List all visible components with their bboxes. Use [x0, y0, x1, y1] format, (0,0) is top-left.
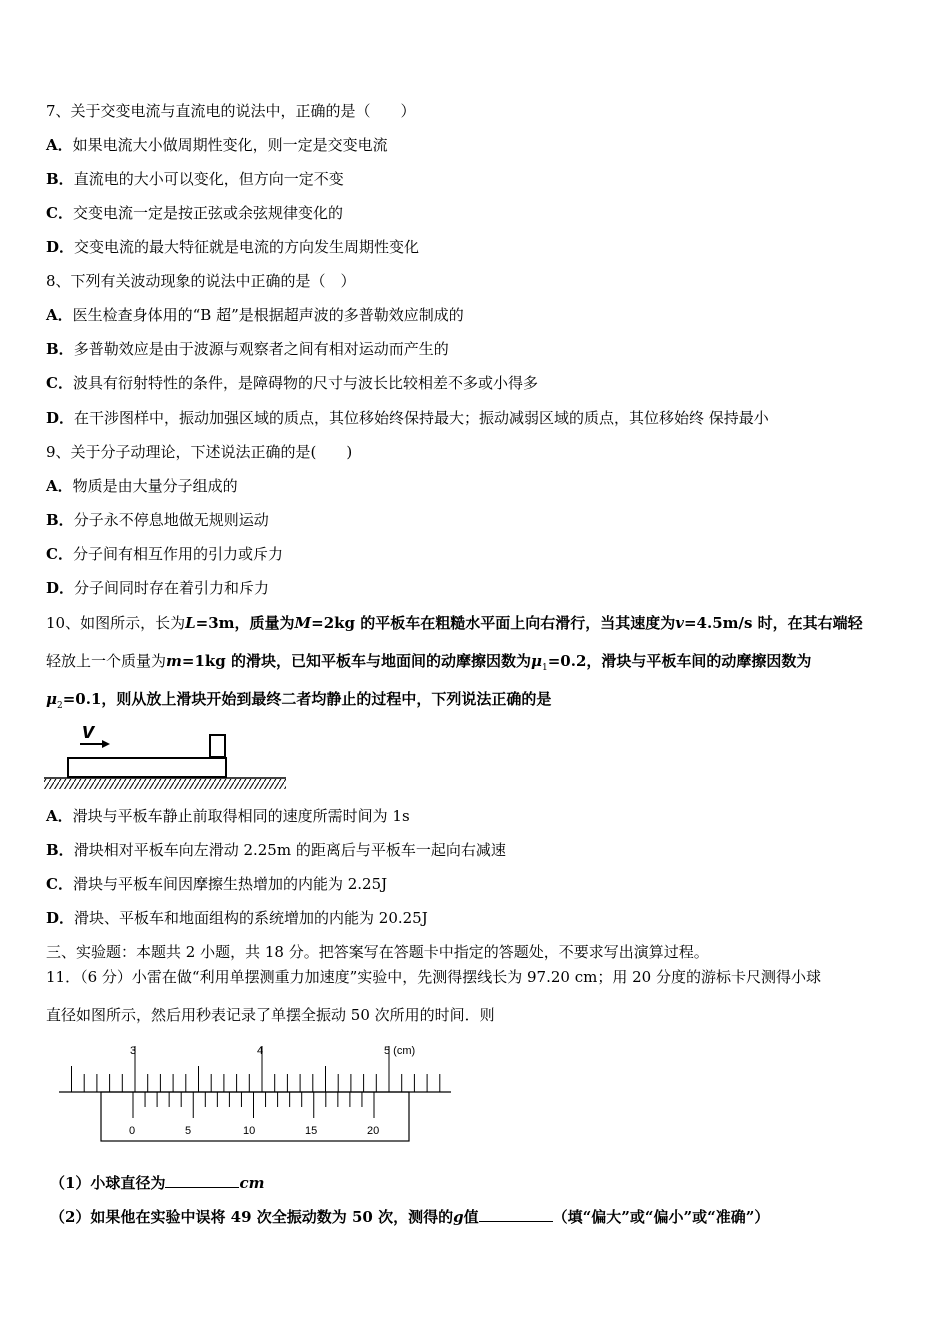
answer-blank-1[interactable]	[165, 1173, 239, 1188]
q9-option-d	[46, 578, 269, 598]
arrow-head-icon	[102, 740, 110, 748]
answer-blank-2[interactable]	[479, 1207, 553, 1222]
var-mu2: μ	[46, 690, 57, 708]
q8-option-d	[46, 408, 769, 428]
q11-sub1	[50, 1173, 264, 1193]
option-label: D．	[46, 409, 75, 427]
option-label: B．	[46, 340, 74, 358]
q10-stem-line3	[46, 689, 551, 716]
main-label-5: 5 (cm)	[384, 1045, 416, 1057]
text-run: =0.1，则从放上滑块开始到最终二者均静止的过程中，下列说法正确的是	[62, 690, 552, 708]
option-label: D．	[46, 238, 75, 256]
option-label: D．	[46, 579, 75, 597]
vernier-label-15: 15	[305, 1125, 318, 1137]
option-label: C．	[46, 545, 73, 563]
option-text: 交变电流的最大特征就是电流的方向发生周期性变化	[74, 238, 420, 256]
q11-stem-line1: 11．（6 分）小雷在做“利用单摆测重力加速度”实验中，先测得摆线长为 97.20 cm；用 20 分度的游标卡尺测得小球	[46, 968, 821, 986]
option-text: 波具有衍射特性的条件，是障碍物的尺寸与波长比较相差不多或小得多	[72, 374, 538, 392]
subscript: 2	[56, 701, 63, 711]
q7-option-d	[46, 237, 419, 257]
cart-board	[68, 758, 226, 777]
option-label: B．	[46, 841, 74, 859]
unit-label: cm	[239, 1174, 265, 1192]
var-v: v	[675, 614, 684, 632]
option-text: 滑块相对平板车向左滑动 2.25m 的距离后与平板车一起向右减速	[73, 841, 506, 859]
q10-option-d	[46, 908, 428, 928]
text-run: =2kg 的平板车在粗糙水平面上向右滑行，当其速度为	[311, 614, 676, 632]
q10-option-b	[46, 840, 506, 860]
q11-sub2	[50, 1207, 769, 1227]
text-run: =4.5m/s 时，在其右端轻	[683, 614, 863, 632]
option-label: C．	[46, 204, 73, 222]
vernier-label-20: 20	[367, 1125, 380, 1137]
text-run: 值	[463, 1208, 479, 1226]
text-run: 轻放上一个质量为	[46, 652, 167, 670]
q8-stem: 8、下列有关波动现象的说法中正确的是（ ）	[46, 272, 356, 290]
q10-option-c	[46, 874, 387, 894]
text-run: （1）小球直径为	[50, 1174, 166, 1192]
text-run: =1kg 的滑块，已知平板车与地面间的动摩擦因数为	[181, 652, 532, 670]
option-label: B．	[46, 511, 74, 529]
option-text: 如果电流大小做周期性变化，则一定是交变电流	[72, 136, 388, 154]
text-run: （2）如果他在实验中误将 49 次全振动数为 50 次，测得的	[50, 1208, 454, 1226]
option-label: A．	[46, 306, 73, 324]
cart-diagram	[44, 718, 288, 794]
q10-stem-line1	[46, 613, 863, 633]
main-label-4: 4	[257, 1045, 264, 1057]
section-heading: 三、实验题：本题共 2 小题，共 18 分。把答案写在答题卡中指定的答题处，不要求写出演算过程。	[46, 943, 709, 961]
option-label: D．	[46, 909, 75, 927]
q9-stem: 9、关于分子动理论，下述说法正确的是( )	[46, 443, 353, 461]
subscript: 1	[542, 663, 548, 673]
option-text: 多普勒效应是由于波源与观察者之间有相对运动而产生的	[73, 340, 449, 358]
vernier-label-10: 10	[243, 1125, 256, 1137]
slider-block	[210, 735, 225, 757]
main-label-3: 3	[130, 1045, 137, 1057]
option-text: 滑块与平板车间因摩擦生热增加的内能为 2.25J	[72, 875, 388, 893]
option-text: 分子永不停息地做无规则运动	[73, 511, 269, 529]
vernier-caliper-figure	[55, 1038, 455, 1144]
q8-option-c	[46, 373, 538, 393]
q9-option-c	[46, 544, 283, 564]
q8-option-b	[46, 339, 449, 359]
option-text: 物质是由大量分子组成的	[72, 477, 238, 495]
q10-stem-line2	[46, 651, 811, 678]
var-L: L	[185, 614, 196, 632]
option-label: B．	[46, 170, 74, 188]
q11-stem-line2: 直径如图所示，然后用秒表记录了单摆全振动 50 次所用的时间．则	[46, 1006, 495, 1024]
option-text: 滑块与平板车静止前取得相同的速度所需时间为 1s	[72, 807, 410, 825]
option-label: A．	[46, 136, 73, 154]
var-M: M	[294, 614, 312, 632]
text-run: 10、如图所示，长为	[46, 614, 186, 632]
option-text: 分子间同时存在着引力和斥力	[74, 579, 270, 597]
option-text: 分子间有相互作用的引力或斥力	[72, 545, 283, 563]
q7-option-a	[46, 135, 388, 155]
vernier-label-0: 0	[129, 1125, 136, 1137]
text-run: （填“偏大”或“偏小”或“准确”）	[552, 1208, 770, 1226]
q8-option-a	[46, 305, 464, 325]
q7-option-b	[46, 169, 344, 189]
text-run: =0.2，滑块与平板车间的动摩擦因数为	[547, 652, 812, 670]
text-run: =3m，质量为	[195, 614, 295, 632]
option-text: 滑块、平板车和地面组构的系统增加的内能为 20.25J	[74, 909, 428, 927]
var-g: g	[453, 1208, 464, 1226]
option-label: C．	[46, 875, 73, 893]
vernier-scale-ticks	[133, 1092, 374, 1118]
option-text: 交变电流一定是按正弦或余弦规律变化的	[72, 204, 343, 222]
var-mu1: μ	[531, 652, 542, 670]
option-text: 直流电的大小可以变化，但方向一定不变	[73, 170, 344, 188]
option-text: 医生检查身体用的“B 超”是根据超声波的多普勒效应制成的	[72, 306, 464, 324]
var-m: m	[166, 652, 182, 670]
q9-option-b	[46, 510, 269, 530]
option-text: 在干涉图样中，振动加强区域的质点，其位移始终保持最大；振动减弱区域的质点，其位移始终 保持最小	[74, 409, 769, 427]
q7-option-c	[46, 203, 343, 223]
q7-stem: 7、关于交变电流与直流电的说法中，正确的是（ ）	[46, 102, 416, 120]
option-label: C．	[46, 374, 73, 392]
q10-option-a	[46, 806, 410, 826]
ground-hatch	[44, 779, 286, 789]
velocity-label: v	[82, 718, 95, 743]
q9-option-a	[46, 476, 238, 496]
vernier-label-5: 5	[185, 1125, 192, 1137]
option-label: A．	[46, 807, 73, 825]
option-label: A．	[46, 477, 73, 495]
